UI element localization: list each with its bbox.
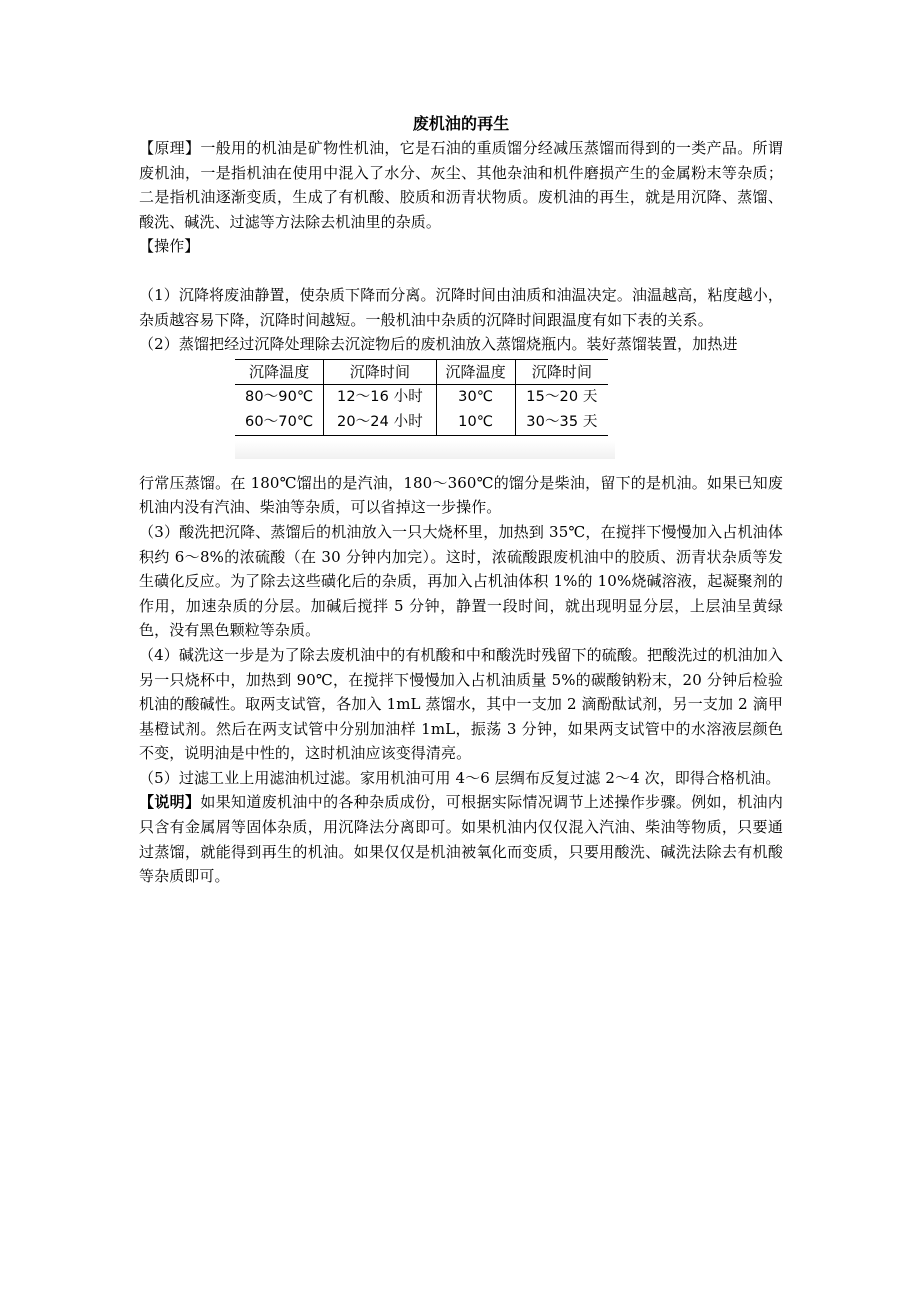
note-text: 如果知道废机油中的各种杂质成份，可根据实际情况调节上述操作步骤。例如，机油内只含有金属屑等固体杂质，用沉降法分离即可。如果机油内仅仅混入汽油、柴油等物质，只要通过蒸馏，就能得到再生的机油。如果仅仅是机油被氧化而变质，只要用酸洗、碱洗法除去有机酸等杂质即可。 bbox=[139, 793, 783, 886]
table-cell: 20～24 小时 bbox=[324, 410, 436, 436]
page-title: 废机油的再生 bbox=[412, 114, 510, 133]
principle-text: 一般用的机油是矿物性机油，它是石油的重质馏分经减压蒸馏而得到的一类产品。所谓废机油，一是指机油在使用中混入了水分、灰尘、其他杂油和机件磨损产生的金属粉末等杂质；二是指机油逐渐变质，生成了有机酸、胶质和沥青状物质。废机油的再生，就是用沉降、蒸馏、酸洗、碱洗、过滤等方法除去机油里的杂质。 bbox=[139, 139, 783, 231]
step-1-sedimentation: （1）沉降将废油静置，使杂质下降而分离。沉降时间由油质和油温决定。油温越高，粘度越小，杂质越容易下降，沉降时间越短。一般机油中杂质的沉降时间跟温度有如下表的关系。 bbox=[139, 285, 783, 329]
table-cell: 12～16 小时 bbox=[324, 384, 436, 410]
sedimentation-table bbox=[235, 359, 608, 436]
table-cell: 30～35 天 bbox=[515, 410, 608, 436]
document-body bbox=[139, 112, 783, 889]
step-4-alkali-wash: （4）碱洗这一步是为了除去废机油中的有机酸和中和酸洗时残留下的硫酸。把酸洗过的机油加入另一只烧杯中，加热到 90℃，在搅拌下慢慢加入占机油质量 5%的碳酸钠粉末，20 分钟后检验机油的酸碱性。取两支试管，各加入 1mL 蒸馏水，其中一支加 2 滴酚酞试剂，另一支加 2 滴甲基橙试剂。然后在两支试管中分别加油样 1mL，振荡 3 分钟，如果两支试管中的水溶液层颜色不变，说明油是中性的，这时机油应该变得清亮。 bbox=[139, 645, 783, 763]
step-5-filtration: （5）过滤工业上用滤油机过滤。家用机油可用 4～6 层绸布反复过滤 2～4 次，即得合格机油。 bbox=[139, 768, 781, 787]
note-paragraph bbox=[139, 790, 783, 888]
table-header-cell: 沉降温度 bbox=[235, 359, 324, 384]
table-header-cell: 沉降时间 bbox=[324, 359, 436, 384]
table-header-cell: 沉降温度 bbox=[436, 359, 515, 384]
table-header-row bbox=[235, 359, 608, 384]
operation-label: 【操作】 bbox=[139, 237, 200, 256]
note-label: 【说明】 bbox=[139, 793, 201, 812]
table-row bbox=[235, 384, 608, 410]
table-cell: 80～90℃ bbox=[245, 389, 314, 406]
step-2-distillation-continued: 行常压蒸馏。在 180℃馏出的是汽油，180～360℃的馏分是柴油，留下的是机油。如果已知废机油内没有汽油、柴油等杂质，可以省掉这一步操作。 bbox=[139, 473, 783, 517]
principle-paragraph bbox=[139, 136, 783, 234]
step-2-distillation-start: （2）蒸馏把经过沉降处理除去沉淀物后的废机油放入蒸馏烧瓶内。装好蒸馏装置，加热进 bbox=[139, 335, 738, 354]
table-cell: 60～70℃ bbox=[235, 410, 324, 436]
table-header-cell: 沉降时间 bbox=[515, 359, 608, 384]
table-row bbox=[235, 410, 608, 436]
table-cell: 10℃ bbox=[436, 410, 515, 436]
sedimentation-table-image bbox=[235, 359, 615, 459]
blank-line bbox=[139, 259, 783, 283]
principle-label: 【原理】 bbox=[139, 139, 201, 157]
table-cell: 15～20 天 bbox=[515, 384, 608, 410]
step-3-acid-wash: （3）酸洗把沉降、蒸馏后的机油放入一只大烧杯里，加热到 35℃，在搅拌下慢慢加入占机油体积约 6～8%的浓硫酸（在 30 分钟内加完）。这时，浓硫酸跟废机油中的胶质、沥青状杂质等发生磺化反应。为了除去这些磺化后的杂质，再加入占机油体积 1%的 10%烧碱溶液，起凝聚剂的作用，加速杂质的分层。加碱后搅拌 5 分钟，静置一段时间，就出现明显分层，上层油呈黄绿色，没有黑色颗粒等杂质。 bbox=[139, 522, 783, 640]
table-cell: 30℃ bbox=[436, 384, 515, 410]
